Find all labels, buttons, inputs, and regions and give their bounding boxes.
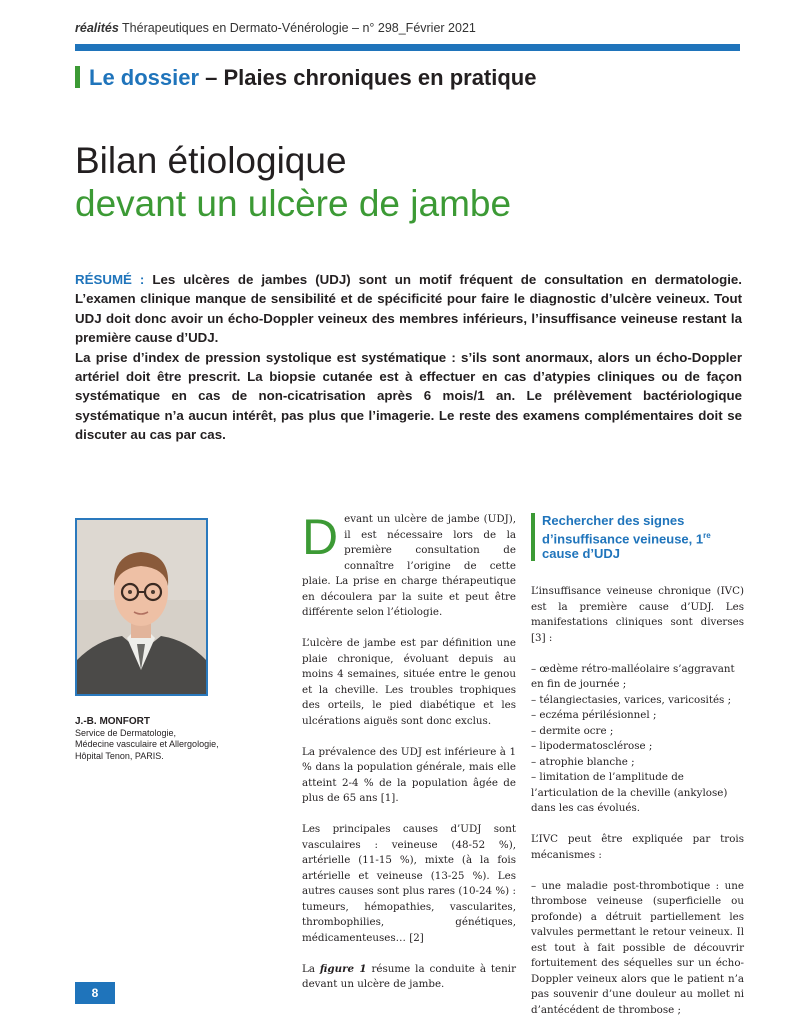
page-number: 8: [75, 982, 115, 1004]
article-title-line2: devant un ulcère de jambe: [75, 183, 512, 224]
section-heading: [531, 513, 744, 561]
list-item: – lipodermatosclérose ;: [531, 739, 744, 755]
article-title-line1: Bilan étiologique: [75, 140, 347, 181]
journal-issue: Thérapeutiques en Dermato-Vénérologie – n° 298_Février 2021: [118, 21, 476, 35]
list-item: – télangiectasies, varices, varicosités ;: [531, 693, 744, 709]
dossier-kicker: Le dossier: [89, 65, 200, 90]
body-para-5-post: résume la conduite à tenir devant un ulcère de jambe.: [302, 962, 516, 990]
figure-reference: figure 1: [319, 962, 367, 975]
body-column-right: [531, 513, 744, 1018]
drop-cap: D: [302, 509, 339, 565]
journal-header: [75, 21, 476, 35]
header-rule: [75, 44, 740, 51]
body-para-2: L’ulcère de jambe est par définition une plaie chronique, évoluant depuis au moins 4 semaines, située entre le genou et la cheville. Les troubles trophiques des orteils, le pied diabétique et les ulcérations aiguës sont donc exclus.: [302, 637, 516, 727]
dossier-heading: [75, 65, 536, 91]
body-column-middle: [302, 509, 516, 1008]
right-para-3: – une maladie post-thrombotique : une thrombose veineuse (superficielle ou profonde) a détruit partiellement les valvules permettant le retour veineux. Il est tout à fait possible de découvrir fortuitement des séquelles sur un écho-Doppler veineux alors que le patient n’a pas souvenir d’une douleur au mollet ni d’antécédent de thrombose ;: [531, 879, 744, 1016]
abstract-para1: Les ulcères de jambes (UDJ) sont un motif fréquent de consultation en dermatologie. L’examen clinique manque de sensibilité et de spécificité pour faire le diagnostic d’ulcère veineux. Tout UDJ doit donc avoir un écho-Doppler veineux des membres inférieurs, l’insuffisance veineuse restant la première cause d’UDJ.: [75, 272, 742, 346]
author-photo: [75, 518, 208, 696]
section-heading-sup: re: [703, 531, 711, 540]
right-para-2: L’IVC peut être expliquée par trois mécanismes :: [531, 833, 744, 861]
journal-brand: réalités: [75, 21, 119, 35]
list-item: – dermite ocre ;: [531, 724, 744, 740]
author-affiliation-1: Service de Dermatologie,: [75, 727, 177, 738]
author-block: [75, 716, 255, 762]
right-para-1: L’insuffisance veineuse chronique (IVC) est la première cause d’UDJ. Les manifestations cliniques sont diverses [3] :: [531, 585, 744, 644]
list-item: – œdème rétro-malléolaire s’aggravant en fin de journée ;: [531, 662, 744, 693]
symptom-list: [531, 662, 744, 817]
section-heading-a: Rechercher des signes d’insuffisance veineuse, 1: [542, 513, 704, 547]
section-heading-b: cause d’UDJ: [542, 546, 621, 562]
body-para-3: La prévalence des UDJ est inférieure à 1 % dans la population générale, mais elle atteint 2-4 % de la population âgée de plus de 65 ans [1].: [302, 745, 516, 804]
author-name: J.-B. MONFORT: [75, 716, 150, 727]
list-item: – atrophie blanche ;: [531, 755, 744, 771]
body-para-1: evant un ulcère de jambe (UDJ), il est nécessaire lors de la première consultation de connaître l’origine de cette plaie. La prise en charge thérapeutique en découlera par la suite et peut être différente selon l’étiologie.: [302, 513, 516, 618]
body-para-5-pre: La: [302, 962, 320, 975]
body-para-4: Les principales causes d’UDJ sont vasculaires : veineuse (48-52 %), artérielle (11-15 %), mixte (à la fois artérielle et veineuse (13-25 %). Les autres causes sont plus rares (10-24 %) : tumeurs, hémopathies, vascularites, thrombophilies, génétiques, médicamenteuses… [2]: [302, 823, 516, 944]
author-affiliation-2: Médecine vasculaire et Allergologie,: [75, 739, 219, 749]
dossier-topic: – Plaies chroniques en pratique: [199, 65, 537, 90]
author-portrait-image: [77, 520, 206, 694]
author-affiliation-3: Hôpital Tenon, PARIS.: [75, 750, 164, 761]
abstract-para2: La prise d’index de pression systolique est systématique : s’ils sont anormaux, alors un écho-Doppler artériel doit être prescrit. La biopsie cutanée est à effectuer en cas d’atypies cliniques ou de façon systématique en cas de non-cicatrisation après 6 mois/1 an. Le prélèvement bactériologique systématique n’a aucun intérêt, pas plus que l’imagerie. Le reste des examens complémentaires doit se discuter au cas par cas.: [75, 349, 742, 443]
list-item: – limitation de l’amplitude de l’articulation de la cheville (ankylose) dans les cas évolués.: [531, 770, 744, 817]
abstract-label: RÉSUMÉ :: [75, 272, 145, 287]
abstract: [75, 270, 742, 445]
list-item: – eczéma périlésionnel ;: [531, 708, 744, 724]
dossier-bar: [75, 66, 80, 88]
